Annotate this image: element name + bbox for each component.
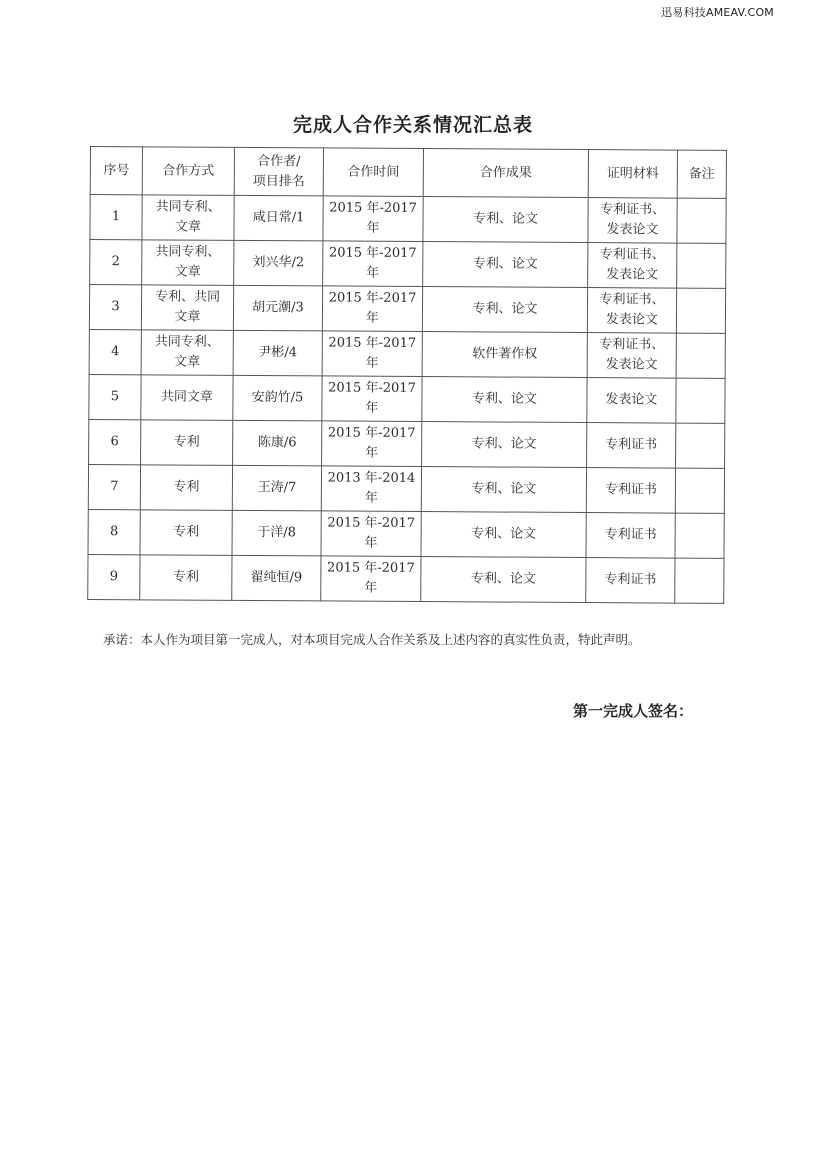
cell-time-line1: 2015 年-2017 [327, 515, 416, 531]
cell-proof-line1: 专利证书、 [600, 202, 666, 218]
cell-method-line2: 文章 [174, 264, 201, 280]
cell-proof [587, 333, 676, 379]
cell-time-line1: 2015 年-2017 [328, 245, 417, 261]
cell-no: 7 [88, 464, 140, 509]
cell-time-line2: 年 [365, 445, 379, 461]
cell-proof-line1: 专利证书、 [599, 247, 665, 263]
cell-time-line1: 2015 年-2017 [328, 335, 417, 351]
cell-proof [586, 513, 675, 559]
header-result: 合作成果 [423, 149, 588, 198]
cell-method [142, 240, 234, 286]
cell-no: 8 [88, 509, 140, 554]
signature-label: 第一完成人签名： [573, 702, 694, 720]
header-time: 合作时间 [323, 148, 423, 197]
cell-proof [588, 198, 677, 244]
cell-time-line1: 2015 年-2017 [329, 200, 418, 216]
cell-proof-line2: 发表论文 [605, 357, 658, 373]
header-partner-line2: 项目排名 [252, 173, 305, 189]
cell-proof-line2: 发表论文 [606, 267, 659, 283]
cell-result: 专利、论文 [421, 467, 586, 513]
cell-time [322, 376, 422, 422]
cell-proof [587, 288, 676, 334]
cell-partner: 陈康/6 [233, 420, 322, 466]
cell-method [141, 420, 233, 466]
cell-remark [676, 288, 725, 333]
cell-method [140, 465, 232, 511]
pledge-statement: 承诺：本人作为项目第一完成人，对本项目完成人合作关系及上述内容的真实性负责，特此声明。 [103, 632, 641, 647]
cell-time-line2: 年 [364, 580, 378, 596]
watermark: 迅易科技AMEAV.COM [661, 6, 774, 19]
cell-method-line2: 文章 [174, 309, 201, 325]
table-header-row [90, 147, 726, 199]
cell-partner: 翟纯恒/9 [232, 555, 321, 601]
cell-method-line1: 共同专利、 [154, 334, 220, 350]
cell-result: 专利、论文 [423, 242, 588, 288]
header-partner-line1: 合作者/ [257, 153, 301, 169]
cell-result: 专利、论文 [422, 422, 587, 468]
cooperation-summary-table [87, 146, 727, 604]
cell-method-line2: 文章 [174, 354, 201, 370]
cell-time [321, 556, 421, 602]
cell-time-line2: 年 [365, 355, 379, 371]
cell-partner: 王涛/7 [232, 465, 321, 511]
page-title: 完成人合作关系情况汇总表 [292, 114, 533, 136]
cell-method [140, 510, 232, 556]
table-row [88, 464, 724, 513]
cell-no: 9 [88, 554, 140, 599]
cell-time [322, 286, 422, 332]
cell-method [141, 285, 233, 331]
cell-partner: 刘兴华/2 [234, 240, 323, 286]
cell-method [142, 195, 234, 241]
cell-result: 专利、论文 [421, 512, 586, 558]
cell-partner: 咸日常/1 [234, 195, 323, 241]
cell-time [322, 421, 422, 467]
cell-method-line1: 专利 [173, 434, 200, 450]
cell-time-line2: 年 [366, 220, 380, 236]
cell-no: 6 [89, 419, 141, 464]
table-row [88, 509, 724, 558]
cell-remark [676, 378, 725, 423]
cell-proof-line1: 发表论文 [605, 392, 658, 408]
cell-time [323, 241, 423, 287]
cell-method-line2: 文章 [174, 219, 202, 235]
cell-partner: 胡元潮/3 [233, 285, 322, 331]
cell-no: 3 [89, 285, 141, 330]
cell-method [140, 555, 232, 601]
cell-result: 专利、论文 [421, 557, 586, 603]
cell-proof-line1: 专利证书、 [599, 292, 665, 308]
table-row [90, 240, 726, 289]
cell-time-line1: 2013 年-2014 [327, 470, 416, 486]
cell-time-line2: 年 [366, 265, 380, 281]
cell-proof [588, 243, 677, 289]
cell-result: 专利、论文 [422, 377, 587, 423]
cell-method-line1: 共同文章 [160, 389, 214, 405]
table-row [89, 329, 725, 378]
cell-proof-line1: 专利证书 [604, 527, 657, 543]
cell-proof [586, 558, 675, 604]
cell-partner: 于洋/8 [232, 510, 321, 556]
cell-proof-line1: 专利证书 [605, 437, 658, 453]
cell-remark [676, 423, 725, 468]
header-method: 合作方式 [142, 147, 234, 196]
cell-partner: 安韵竹/5 [233, 375, 322, 421]
cell-proof-line2: 发表论文 [606, 222, 659, 238]
cell-time [323, 196, 423, 242]
cell-method-line1: 专利 [172, 569, 199, 585]
cell-method-line1: 专利 [173, 479, 200, 495]
cell-method-line1: 共同专利、 [155, 244, 221, 260]
cell-time-line1: 2015 年-2017 [328, 290, 417, 306]
cell-time [321, 466, 421, 512]
cell-time-line2: 年 [364, 535, 378, 551]
cell-remark [676, 333, 725, 378]
cell-no: 2 [90, 240, 142, 285]
table-row [89, 419, 725, 468]
cell-proof-line2: 发表论文 [605, 312, 658, 328]
cell-result: 专利、论文 [422, 287, 587, 333]
cell-method-line1: 专利、共同 [155, 289, 221, 305]
cell-time-line2: 年 [365, 400, 379, 416]
cell-proof [587, 423, 676, 469]
cell-no: 1 [90, 195, 142, 240]
cell-remark [675, 513, 724, 558]
cell-proof [587, 378, 676, 424]
cell-no: 4 [89, 329, 141, 374]
cell-proof-line1: 专利证书 [604, 572, 657, 588]
header-partner [234, 147, 323, 196]
table-container [87, 146, 727, 604]
table-row [89, 374, 725, 423]
table-row [90, 195, 726, 244]
cell-result: 软件著作权 [422, 332, 587, 378]
cell-method [141, 330, 233, 376]
cell-partner: 尹彬/4 [233, 330, 322, 376]
cell-remark [675, 468, 724, 513]
cell-time-line1: 2015 年-2017 [327, 425, 416, 441]
cell-method-line1: 共同专利、 [155, 199, 221, 215]
table-row [89, 285, 725, 334]
cell-method [141, 375, 233, 421]
table-row [88, 554, 724, 603]
cell-time [322, 331, 422, 377]
cell-remark [675, 558, 724, 603]
cell-time [321, 511, 421, 557]
cell-proof-line1: 专利证书 [604, 482, 657, 498]
cell-no: 5 [89, 374, 141, 419]
header-proof: 证明材料 [588, 150, 677, 199]
cell-time-line1: 2015 年-2017 [328, 380, 416, 396]
cell-time-line2: 年 [365, 310, 379, 326]
cell-time-line1: 2015 年-2017 [327, 560, 415, 576]
cell-remark [677, 243, 726, 288]
cell-time-line2: 年 [364, 490, 378, 506]
cell-remark [677, 198, 726, 243]
cell-proof-line1: 专利证书、 [599, 337, 665, 353]
cell-method-line1: 专利 [173, 524, 200, 540]
cell-result: 专利、论文 [423, 197, 588, 243]
cell-proof [586, 468, 675, 514]
header-no: 序号 [90, 147, 142, 195]
header-remark: 备注 [677, 150, 726, 198]
